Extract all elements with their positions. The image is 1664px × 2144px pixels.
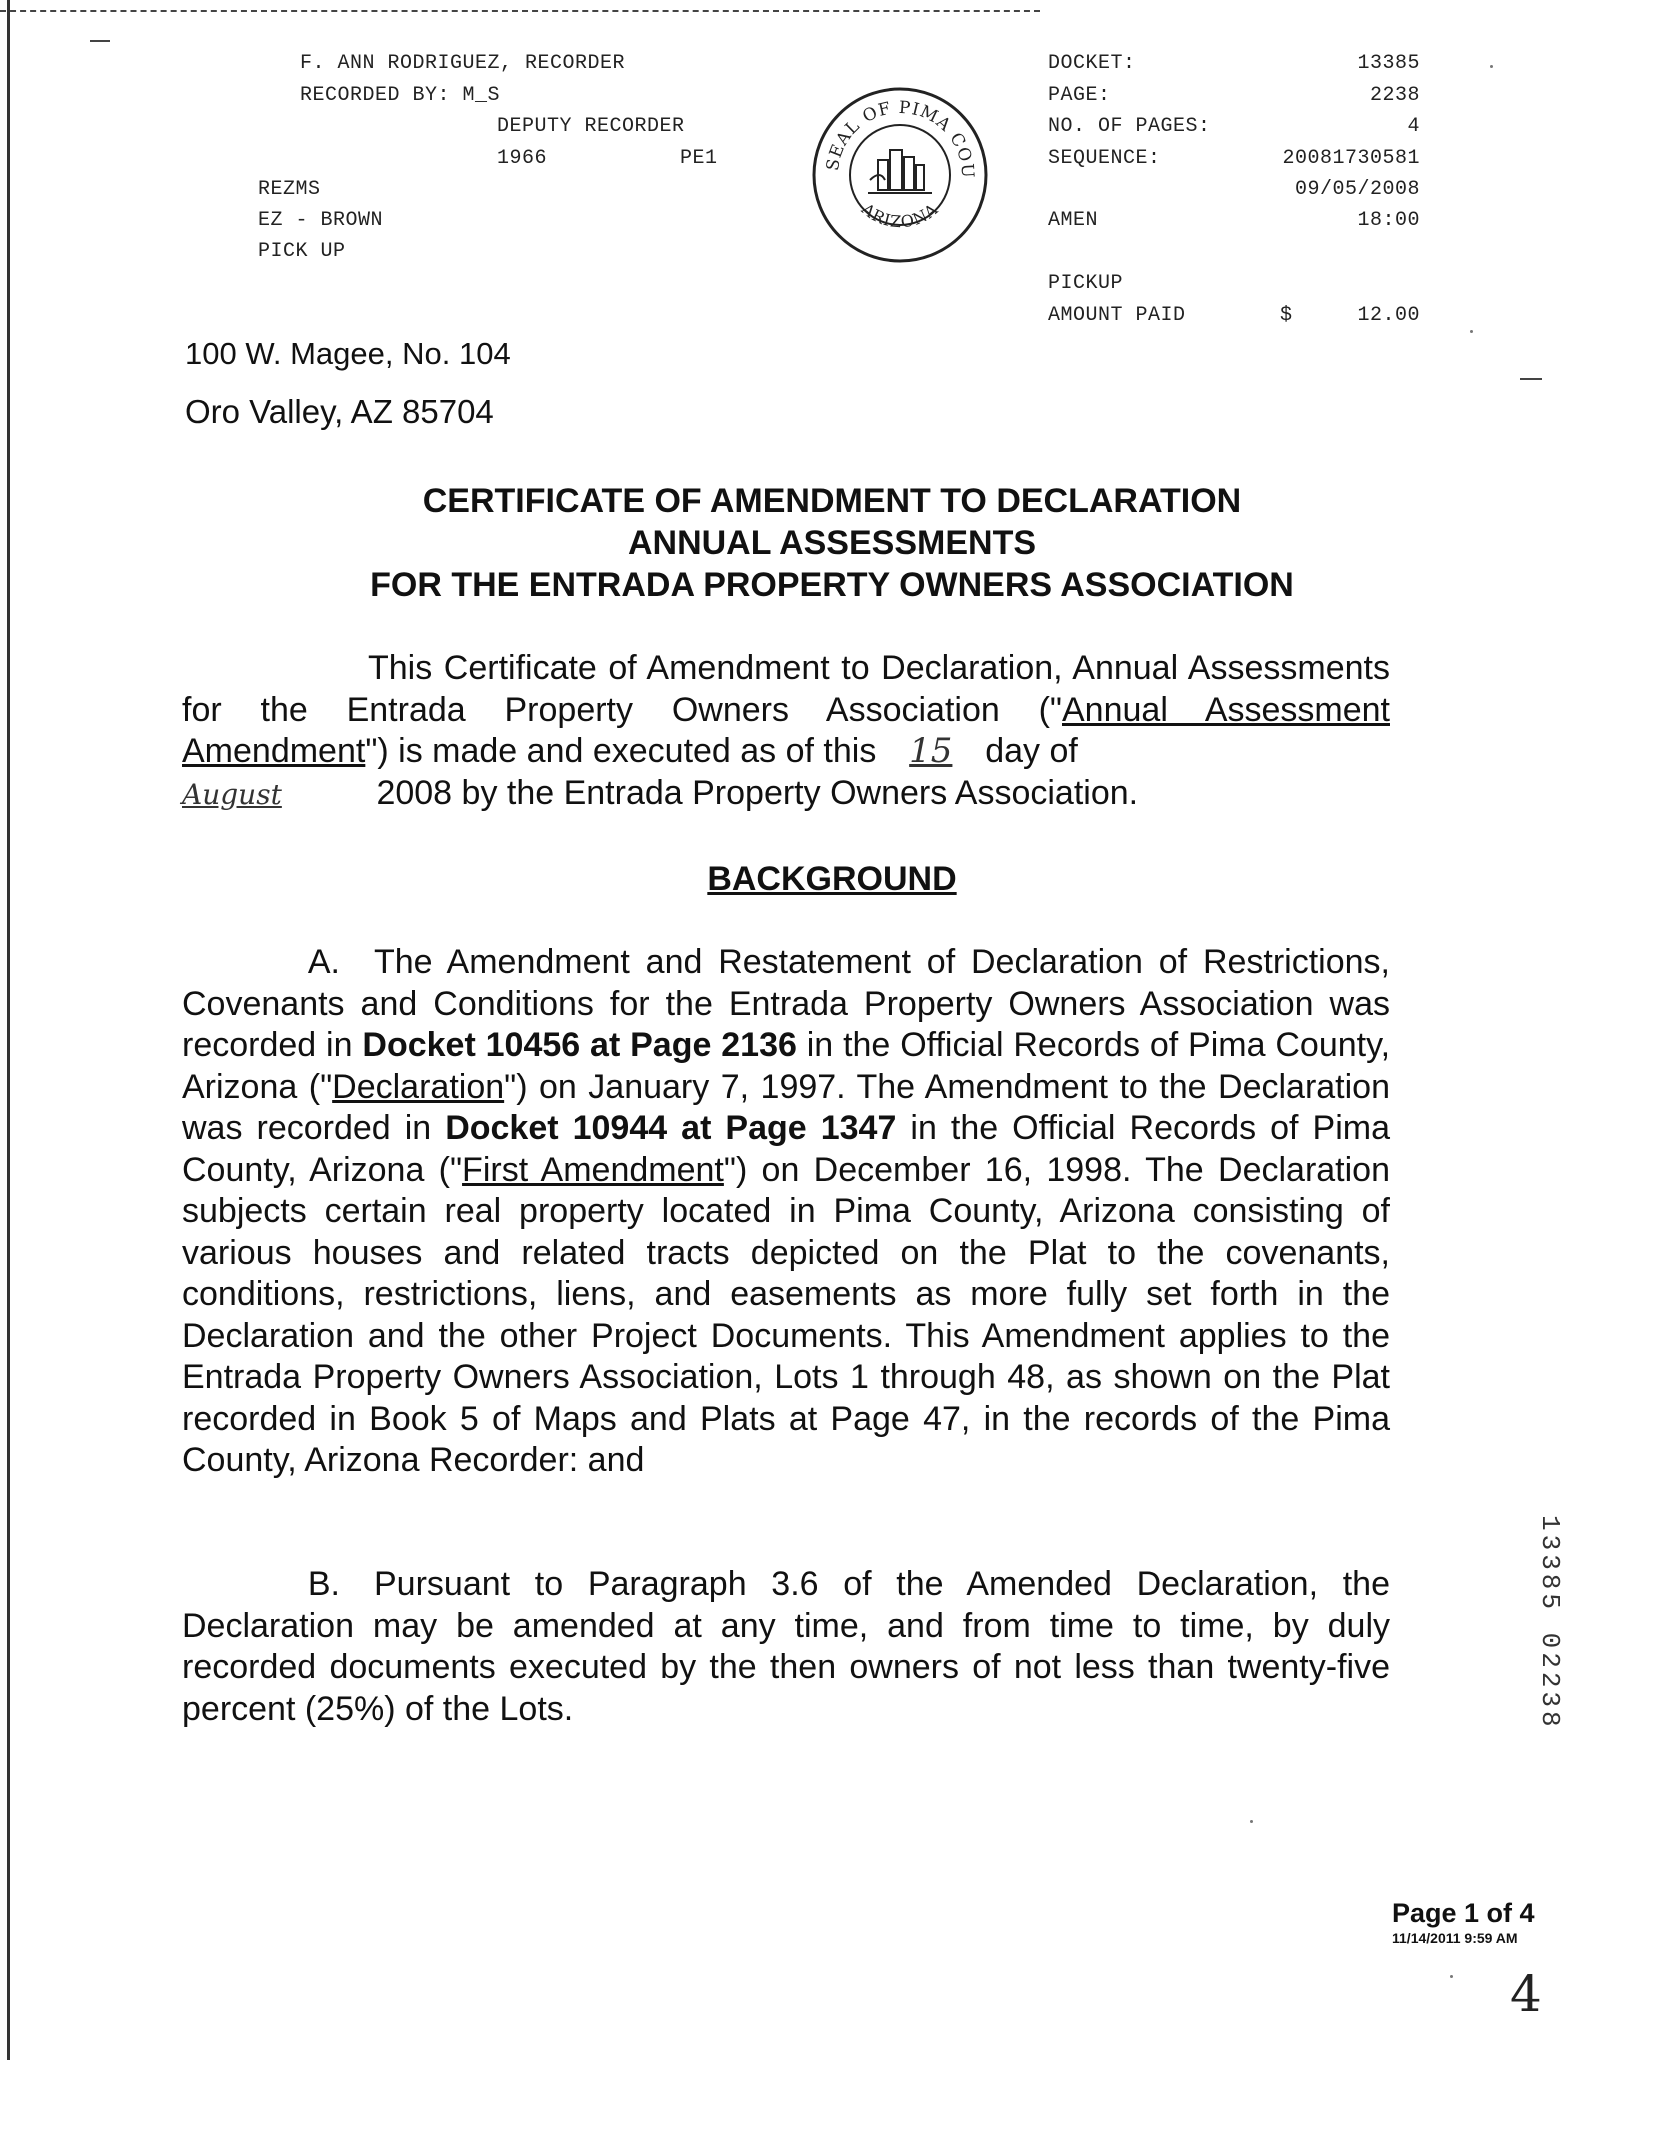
num-pages-value: 4 bbox=[1407, 115, 1420, 138]
side-docket-stamp: 13385 02238 bbox=[1535, 1515, 1565, 1731]
handwritten-month: August bbox=[182, 777, 282, 811]
page-label: PAGE: bbox=[1048, 84, 1111, 107]
scan-speck bbox=[1490, 65, 1493, 68]
defined-term-declaration: Declaration bbox=[332, 1067, 505, 1106]
scan-speck bbox=[1250, 1820, 1253, 1823]
recording-date: 09/05/2008 bbox=[1294, 178, 1420, 201]
page-number: Page 1 of 4 bbox=[1392, 1898, 1535, 1928]
recording-time: 18:00 bbox=[1357, 209, 1420, 232]
document-title-line-3: FOR THE ENTRADA PROPERTY OWNERS ASSOCIATION bbox=[370, 566, 1294, 604]
intro-paragraph: This Certificate of Amendment to Declaration, Annual Assessments for the Entrada Property Owners Association ("Annual Assessment Amendment") is made and executed as of this 15 day of August 2008 by the Entrada Property Owners Association. bbox=[182, 648, 1390, 815]
return-to: EZ - BROWN bbox=[258, 209, 384, 232]
recorder-name: F. ANN RODRIGUEZ, RECORDER bbox=[300, 52, 626, 75]
defined-term-annual-assessment-amendment: Annual Assessment Amendment bbox=[182, 690, 1390, 770]
currency-symbol: $ bbox=[1280, 304, 1293, 327]
svg-text:ARIZONA bbox=[857, 199, 941, 232]
scan-edge-left bbox=[7, 0, 10, 2060]
delivery-method: PICK UP bbox=[258, 240, 346, 263]
seal-text-top: SEAL OF PIMA COU bbox=[822, 97, 978, 180]
scan-edge-top bbox=[0, 10, 1040, 12]
pickup-label: PICKUP bbox=[1048, 272, 1124, 295]
document-type: AMEN bbox=[1048, 209, 1099, 232]
print-timestamp: 11/14/2011 9:59 AM bbox=[1392, 1930, 1518, 1946]
document-title-line-2: ANNUAL ASSESSMENTS bbox=[627, 524, 1037, 562]
docket-ref-1: Docket 10456 at Page 2136 bbox=[362, 1026, 797, 1064]
scan-mark bbox=[90, 40, 110, 42]
defined-term-first-amendment: First Amendment bbox=[462, 1150, 724, 1189]
paragraph-b-label: B. bbox=[307, 1565, 340, 1603]
address-line-2: Oro Valley, AZ 85704 bbox=[185, 393, 494, 430]
amount-label: AMOUNT PAID bbox=[1048, 304, 1186, 327]
deputy-number: 1966 bbox=[497, 147, 548, 170]
page-value: 2238 bbox=[1369, 84, 1420, 107]
scan-speck bbox=[1450, 1975, 1453, 1978]
sequence-value: 20081730581 bbox=[1282, 147, 1420, 170]
deputy-title: DEPUTY RECORDER bbox=[497, 115, 685, 138]
sequence-label: SEQUENCE: bbox=[1048, 147, 1161, 170]
num-pages-label: NO. OF PAGES: bbox=[1048, 115, 1211, 138]
paragraph-b: B. Pursuant to Paragraph 3.6 of the Amended Declaration, the Declaration may be amended at any time, and from time to time, by duly recorded documents executed by the then owners of not less than twenty-five percent (25%) of the Lots. bbox=[182, 1565, 1390, 1728]
docket-ref-2: Docket 10944 at Page 1347 bbox=[445, 1109, 897, 1147]
docket-value: 13385 bbox=[1357, 52, 1420, 75]
scan-mark bbox=[1520, 378, 1542, 380]
paragraph-a: A. The Amendment and Restatement of Declaration of Restrictions, Covenants and Conditions for the Entrada Property Owners Association was recorded in Docket 10456 at Page 2136 in the Official Records of Pima County, Arizona ("Declaration") on January 7, 1997. The Amendment to the Declaration was recorded in Docket 10944 at Page 1347 in the Official Records of Pima County, Arizona ("First Amendment") on December 16, 1998. The Declaration subjects certain real property located in Pima County, Arizona consisting of various houses and related tracts depicted on the Plat to the covenants, conditions, restrictions, liens, and easements as more fully set forth in the Declaration and the other Project Documents. This Amendment applies to the Entrada Property Owners Association, Lots 1 through 48, as shown on the Plat recorded in Book 5 of Maps and Plats at Page 47, in the records of the Pima County, Arizona Recorder: and bbox=[182, 943, 1391, 1479]
station-code: PE1 bbox=[680, 147, 718, 170]
handwritten-day: 15 bbox=[909, 731, 953, 771]
amount-value: 12.00 bbox=[1357, 304, 1420, 327]
pima-county-seal bbox=[810, 85, 990, 265]
recorded-by: RECORDED BY: M_S bbox=[300, 84, 501, 107]
paragraph-a-label: A. bbox=[307, 943, 340, 981]
background-heading: BACKGROUND bbox=[707, 860, 957, 898]
handwritten-page-number: 4 bbox=[1510, 1965, 1542, 2023]
seal-text-bottom: ARIZONA bbox=[858, 199, 942, 232]
svg-text:THE SEAL OF PIMA COUNTY bbox=[810, 85, 977, 179]
docket-label: DOCKET: bbox=[1048, 52, 1136, 75]
address-line-1-cut: 100 W. Magee, No. 104 bbox=[185, 336, 511, 371]
scan-speck bbox=[1470, 330, 1473, 333]
document-title-line-1: CERTIFICATE OF AMENDMENT TO DECLARATION bbox=[422, 482, 1242, 520]
doc-code: REZMS bbox=[258, 178, 321, 201]
